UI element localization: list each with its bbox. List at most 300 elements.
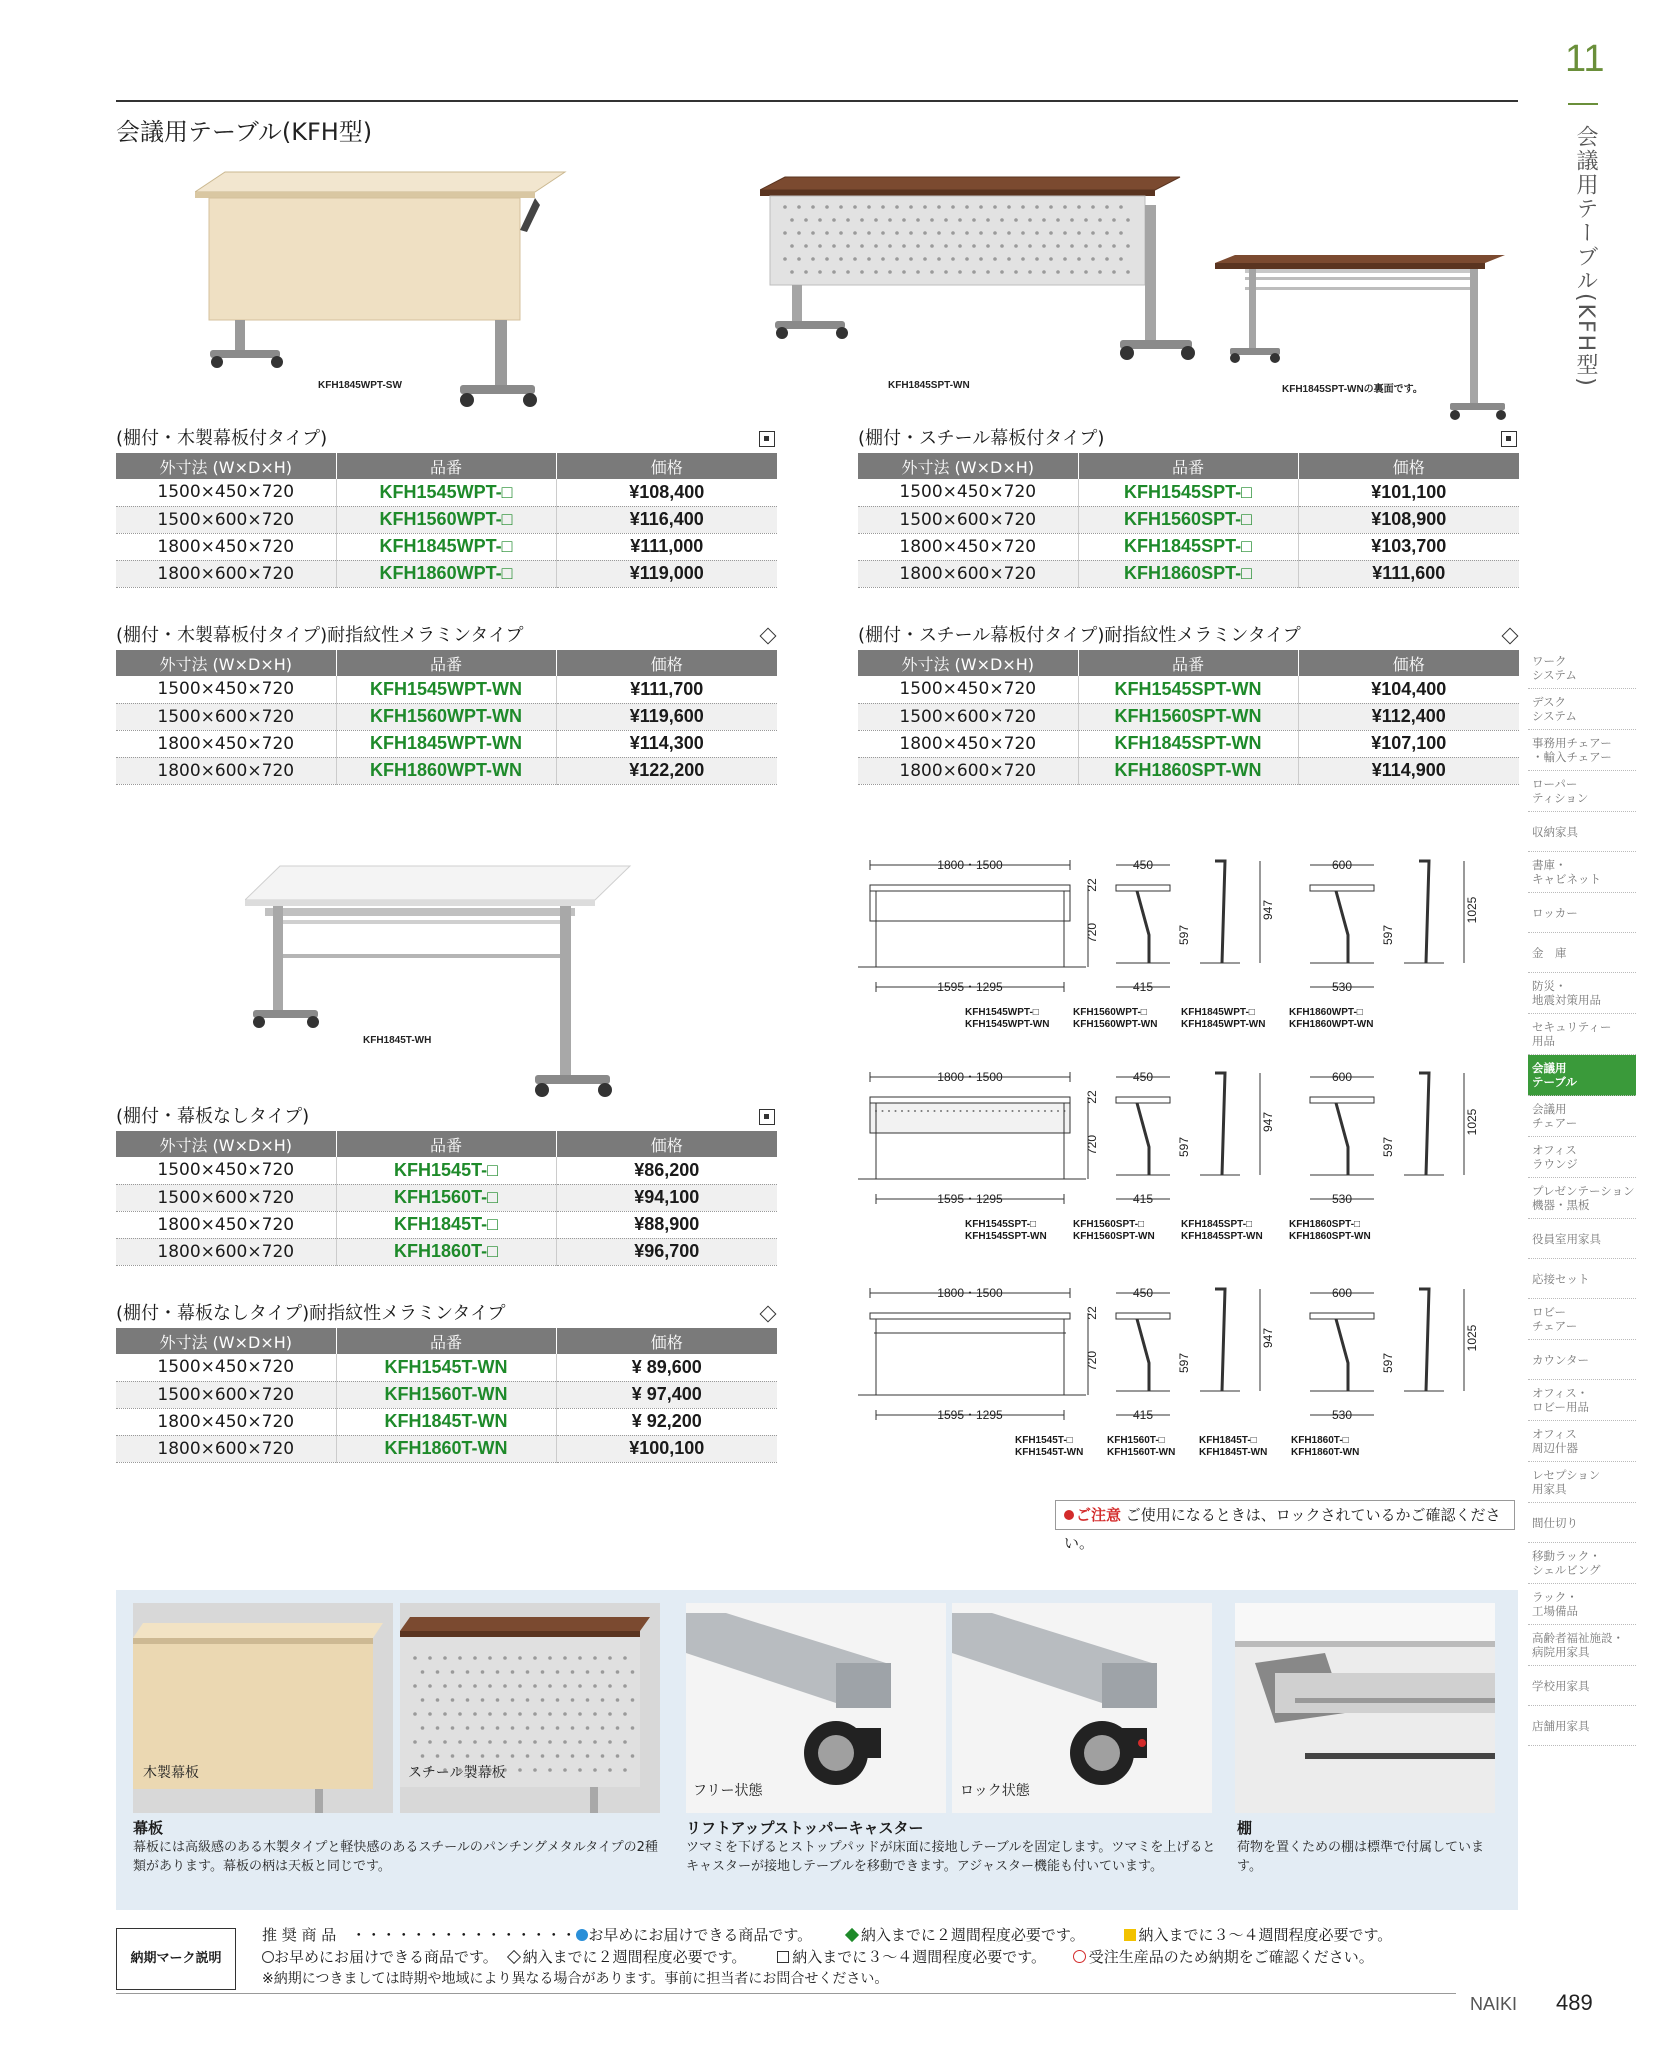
punch-hole [1049,205,1053,209]
sidenav-item[interactable] [1528,1340,1636,1380]
punch-hole [951,257,955,261]
punch-hole [436,1754,440,1758]
sidenav-item[interactable] [1528,1421,1636,1462]
punch-hole [1112,218,1116,222]
header-code: 品番 [1078,650,1298,676]
side-top-outline [1116,1313,1170,1319]
punch-hole [923,257,927,261]
punch-hole [443,1712,447,1716]
cell-dimensions: 1500×600×720 [858,506,1078,533]
table-row [858,730,1519,757]
model-code: KFH1860WPT-□ [1289,1007,1363,1018]
dimension-model-codes [1015,1435,1383,1459]
header-code: 品番 [1078,453,1298,479]
punch-hole [631,1726,635,1730]
side-leg [1137,891,1149,963]
punch-hole [623,1768,627,1772]
punch-hole [825,231,829,235]
model-code: KFH1845SPT-WN [1181,1231,1263,1242]
punch-hole [1084,218,1088,222]
page-title: 会議用テーブル(KFH型) [116,118,373,146]
cell-product-code: KFH1860SPT-WN [1078,757,1298,784]
table-row [116,757,777,784]
punch-hole [944,218,948,222]
cell-dimensions: 1500×600×720 [116,703,336,730]
punch-hole [631,1670,635,1674]
model-code: KFH1845SPT-□ [1181,1219,1253,1230]
table-row [116,1238,777,1265]
punch-hole [503,1684,507,1688]
sidenav-item[interactable] [1528,1625,1636,1666]
model-code-row [1015,1447,1383,1459]
model-code-row [965,1019,1397,1031]
punch-hole [488,1712,492,1716]
punch-hole [958,244,962,248]
punch-hole [428,1684,432,1688]
model-code: KFH1560T-WN [1107,1447,1176,1458]
cell-dimensions: 1500×450×720 [858,676,1078,703]
sidenav-item[interactable] [1528,1137,1636,1178]
punch-hole [986,270,990,274]
sidenav-item[interactable] [1528,852,1636,893]
punch-hole [853,205,857,209]
table-row [116,730,777,757]
sidenav-item[interactable] [1528,1219,1636,1259]
caution-note [1055,1500,1515,1552]
punch-hole [846,218,850,222]
punch-hole [428,1740,432,1744]
cell-product-code: KFH1560WPT-WN [336,703,556,730]
dimension-drawing [858,1067,1518,1217]
punch-hole [511,1670,515,1674]
punch-hole [1112,244,1116,248]
header-dimensions: 外寸法 (W×D×H) [116,1131,336,1157]
sidenav-item-label: 応接セット [1532,1271,1590,1286]
punch-hole [488,1656,492,1660]
category-sidenav [1528,648,1636,1746]
punch-hole [421,1670,425,1674]
punch-hole [867,205,871,209]
sidenav-item-label: 収納家具 [1532,824,1578,839]
model-code: KFH1845T-WN [1199,1447,1268,1458]
table-row [116,1381,777,1408]
cell-price: ¥119,000 [556,560,777,587]
sidenav-item-label: 事務用チェアー [1532,736,1612,750]
cell-product-code: KFH1545WPT-□ [336,479,556,506]
sidenav-item-label: ロビー用品 [1532,1400,1590,1414]
dimension-width-top: 1800・1500 [937,1286,1003,1300]
green-diamond-icon [845,1928,859,1942]
spec-table [116,1131,777,1266]
punch-hole [1105,231,1109,235]
punch-hole [818,270,822,274]
sidenav-item[interactable] [1528,1178,1636,1219]
dimension-depth: 600 [1331,858,1353,872]
sidenav-item[interactable] [1528,1462,1636,1503]
cell-dimensions: 1800×600×720 [116,1435,336,1462]
cell-price: ¥94,100 [556,1184,777,1211]
punch-hole [488,1740,492,1744]
punch-hole [481,1726,485,1730]
folded-top [1215,1289,1225,1391]
cell-dimensions: 1800×600×720 [116,1238,336,1265]
dimension-drawing [858,1283,1518,1433]
sidenav-item-label: オフィス・ [1532,1386,1589,1400]
punch-hole [1012,1110,1014,1112]
table-row [116,703,777,730]
punch-hole [1063,231,1067,235]
table-row [858,533,1519,560]
punch-hole [473,1684,477,1688]
sidenav-item[interactable] [1528,1259,1636,1299]
punch-hole [853,231,857,235]
table-row [858,703,1519,730]
punch-hole [966,1110,968,1112]
punch-hole [616,1726,620,1730]
punch-hole [571,1726,575,1730]
punch-hole [548,1684,552,1688]
cell-product-code: KFH1845SPT-□ [1078,533,1298,560]
punch-hole [593,1712,597,1716]
punch-hole [930,244,934,248]
punch-hole [481,1670,485,1674]
spec-table [116,453,777,588]
sidenav-item[interactable] [1528,1055,1636,1096]
punch-hole [881,257,885,261]
folded-top [1419,1073,1429,1175]
cell-product-code: KFH1860T-□ [336,1238,556,1265]
punch-hole [1021,257,1025,261]
punch-hole [934,1110,936,1112]
punch-hole [888,244,892,248]
punch-hole [1063,257,1067,261]
feature-image-shelf [1235,1603,1495,1813]
table-title: (棚付・幕板なしタイプ)耐指紋性メラミンタイプ [116,1300,777,1328]
punch-hole [958,270,962,274]
punch-hole [556,1698,560,1702]
punch-hole [1119,205,1123,209]
punch-hole [881,205,885,209]
punch-hole [916,244,920,248]
dimension-depth: 600 [1331,1070,1353,1084]
punch-hole [443,1656,447,1660]
punch-hole [616,1670,620,1674]
model-code: KFH1545T-WN [1015,1447,1084,1458]
punch-hole [923,231,927,235]
punch-hole [881,231,885,235]
delivery-mark-diamond [759,1306,775,1322]
punch-hole [874,270,878,274]
product-photo-underside [1215,253,1515,423]
punch-hole [951,231,955,235]
punch-hole [518,1684,522,1688]
sidenav-item-label: 学校用家具 [1532,1678,1590,1693]
feature-label-lock: ロック状態 [960,1783,1030,1799]
sidenav-item[interactable] [1528,648,1636,689]
punch-hole [511,1698,515,1702]
delivery-mark-square [759,1109,775,1125]
side-top-outline [1310,885,1374,891]
header-code: 品番 [336,453,556,479]
side-leg [1336,891,1348,963]
sidenav-item[interactable] [1528,730,1636,771]
punch-hole [993,205,997,209]
sidenav-item-label: ラウンジ [1532,1157,1578,1171]
model-code: KFH1560T-□ [1107,1435,1165,1446]
punch-hole [541,1698,545,1702]
folded-top [1215,1073,1225,1175]
caution-label: ご注意 [1076,1506,1122,1524]
header-code: 品番 [336,650,556,676]
sidenav-item[interactable] [1528,933,1636,973]
punch-hole [1000,270,1004,274]
punch-hole [623,1656,627,1660]
model-code: KFH1560SPT-WN [1073,1231,1155,1242]
dimension-model-codes [965,1219,1397,1243]
model-code: KFH1545T-□ [1015,1435,1073,1446]
punch-hole [511,1726,515,1730]
table-row [116,1435,777,1462]
dimension-width-bottom: 1595・1295 [937,1192,1003,1206]
dimension-height: 720 [1085,1134,1099,1156]
punch-hole [1007,231,1011,235]
header-price: 価格 [556,1131,777,1157]
cell-product-code: KFH1845SPT-WN [1078,730,1298,757]
feature-label-steel: スチール製幕板 [408,1765,506,1781]
punch-hole [902,244,906,248]
punch-hole [503,1656,507,1660]
sidenav-item[interactable] [1528,689,1636,730]
punch-hole [783,231,787,235]
sidenav-item[interactable] [1528,1299,1636,1340]
price-table-wood-panel [116,425,777,588]
spec-table [858,650,1519,785]
punch-hole [548,1712,552,1716]
table-row [858,479,1519,506]
sidenav-item-label: 用品 [1532,1034,1555,1048]
sidenav-item[interactable] [1528,1503,1636,1543]
punch-hole [958,218,962,222]
cell-price: ¥114,300 [556,730,777,757]
punch-hole [874,218,878,222]
sidenav-item[interactable] [1528,1380,1636,1421]
dimension-thickness: 22 [1085,1090,1099,1104]
product-photo-wood-panel [195,170,655,425]
sidenav-item-label: 役員室用家具 [1532,1231,1601,1246]
punch-hole [466,1726,470,1730]
punch-hole [1077,205,1081,209]
punch-hole [860,244,864,248]
price-table-no-panel [116,1103,777,1266]
punch-hole [458,1712,462,1716]
punch-hole [601,1670,605,1674]
punch-hole [1091,257,1095,261]
spec-table [116,650,777,785]
punch-hole [797,257,801,261]
punch-hole [623,1712,627,1716]
sidenav-item[interactable] [1528,893,1636,933]
cell-dimensions: 1800×450×720 [116,1408,336,1435]
punch-hole [846,244,850,248]
model-code: KFH1560SPT-□ [1073,1219,1145,1230]
folded-top [1419,861,1429,963]
punch-hole [571,1670,575,1674]
cell-price: ¥104,400 [1298,676,1519,703]
tabletop-outline [870,1313,1070,1319]
table-title: (棚付・幕板なしタイプ) [116,1103,777,1131]
punch-hole [937,205,941,209]
punch-hole [839,257,843,261]
cell-product-code: KFH1860T-WN [336,1435,556,1462]
circle-icon [262,1951,274,1963]
cell-product-code: KFH1845T-WN [336,1408,556,1435]
punch-hole [832,270,836,274]
cell-dimensions: 1500×600×720 [116,1381,336,1408]
cell-dimensions: 1500×450×720 [858,479,1078,506]
table-row [116,1354,777,1381]
sidenav-item[interactable] [1528,1666,1636,1706]
caution-dot-icon [1064,1510,1074,1520]
table-row [116,1211,777,1238]
punch-hole [1049,231,1053,235]
table-row [116,1184,777,1211]
punch-hole [533,1684,537,1688]
cell-product-code: KFH1860SPT-□ [1078,560,1298,587]
punch-hole [563,1740,567,1744]
punch-hole [965,231,969,235]
cell-dimensions: 1800×450×720 [116,1211,336,1238]
punch-hole [993,257,997,261]
sidenav-item[interactable] [1528,1706,1636,1746]
punch-hole [811,231,815,235]
cell-dimensions: 1500×600×720 [116,1184,336,1211]
cell-product-code: KFH1545SPT-□ [1078,479,1298,506]
punch-hole [1042,244,1046,248]
punch-hole [451,1754,455,1758]
table-title: (棚付・木製幕板付タイプ)耐指紋性メラミンタイプ [116,622,777,650]
cell-dimensions: 1500×450×720 [116,1157,336,1184]
punch-hole [421,1698,425,1702]
punch-hole [1119,257,1123,261]
modesty-panel-outline [870,1103,1070,1133]
punch-hole [895,257,899,261]
punch-hole [511,1754,515,1758]
cell-price: ¥86,200 [556,1157,777,1184]
cell-price: ¥116,400 [556,506,777,533]
model-code: KFH1545SPT-□ [965,1219,1037,1230]
side-leg [1137,1319,1149,1391]
cell-product-code: KFH1560T-WN [336,1381,556,1408]
punch-hole [1028,244,1032,248]
cell-dimensions: 1800×600×720 [858,757,1078,784]
sidenav-item[interactable] [1528,1584,1636,1625]
punch-hole [1084,244,1088,248]
page-number: 489 [1556,1990,1593,2015]
custom-order-icon [1073,1950,1086,1963]
price-table-steel-panel-melamine [858,622,1519,785]
chapter-title-vertical: 会議用テーブル(KFH型) [1573,125,1598,388]
punch-hole [631,1754,635,1758]
punch-hole [466,1754,470,1758]
punch-hole [979,257,983,261]
punch-hole [421,1726,425,1730]
header-dimensions: 外寸法 (W×D×H) [858,650,1078,676]
punch-hole [986,1110,988,1112]
model-code: KFH1560WPT-WN [1073,1019,1158,1030]
punch-hole [916,270,920,274]
punch-hole [1042,270,1046,274]
cell-product-code: KFH1545WPT-WN [336,676,556,703]
punch-hole [1084,270,1088,274]
side-leg [1336,1319,1348,1391]
sidenav-item[interactable] [1528,1014,1636,1055]
sidenav-item-label: オフィス [1532,1427,1577,1441]
punch-hole [428,1712,432,1716]
punch-hole [783,257,787,261]
delivery-mark-diamond [759,628,775,644]
punch-hole [853,257,857,261]
punch-hole [1091,205,1095,209]
header-price: 価格 [556,1328,777,1354]
punch-hole [1077,257,1081,261]
sidenav-item-label: 会議用 [1532,1102,1567,1116]
feature-label-free: フリー状態 [693,1783,763,1799]
sidenav-item-label: セキュリティー [1532,1020,1612,1034]
punch-hole [790,218,794,222]
punch-hole [1063,205,1067,209]
punch-hole [1126,270,1130,274]
sidenav-item[interactable] [1528,812,1636,852]
model-code: KFH1560WPT-□ [1073,1007,1147,1018]
sidenav-item-label: 用家具 [1532,1482,1567,1496]
dimension-leg-span: 415 [1132,1408,1154,1422]
price-table-no-panel-melamine [116,1300,777,1463]
sidenav-item-label: キャビネット [1532,872,1601,886]
model-code-row [1015,1435,1383,1447]
punch-hole [1098,270,1102,274]
header-code: 品番 [336,1131,556,1157]
punch-hole [608,1740,612,1744]
punch-hole [914,1110,916,1112]
sidenav-item[interactable] [1528,1096,1636,1137]
sidenav-item[interactable] [1528,771,1636,812]
punch-hole [867,257,871,261]
side-leg [1336,1103,1348,1175]
punch-hole [895,231,899,235]
punch-hole [1091,231,1095,235]
punch-hole [601,1726,605,1730]
punch-hole [556,1754,560,1758]
model-code-row [965,1007,1397,1019]
punch-hole [623,1684,627,1688]
punch-hole [1028,270,1032,274]
punch-hole [930,218,934,222]
punch-hole [888,270,892,274]
sidenav-item-label: 会議用 [1532,1061,1567,1075]
punch-hole [1014,270,1018,274]
punch-hole [1105,257,1109,261]
tabletop-outline [870,1097,1070,1103]
table-title: (棚付・木製幕板付タイプ) [116,425,777,453]
sidenav-item[interactable] [1528,1543,1636,1584]
punch-hole [909,205,913,209]
sidenav-item-label: チェアー [1532,1319,1578,1333]
punch-hole [571,1754,575,1758]
dimension-leg-span: 415 [1132,980,1154,994]
side-top-outline [1310,1313,1374,1319]
sidenav-item[interactable] [1528,973,1636,1014]
punch-hole [1018,1110,1020,1112]
